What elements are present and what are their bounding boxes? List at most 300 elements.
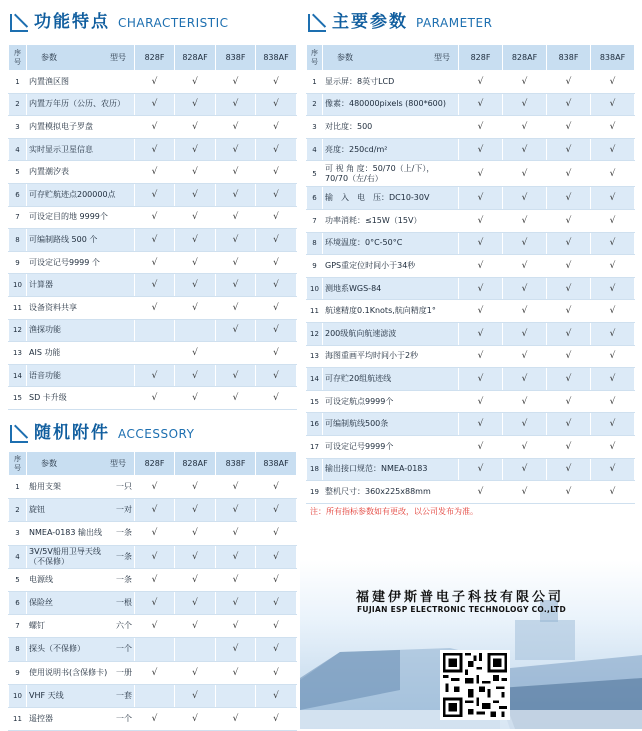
table-row xyxy=(9,615,297,638)
table-row xyxy=(307,255,635,278)
table-row xyxy=(307,187,635,210)
parameter-title-en: PARAMETER xyxy=(416,16,493,30)
parameter-table xyxy=(306,44,635,504)
row-number: 3 xyxy=(9,522,27,545)
row-name: 功率消耗：≤15W（15V） xyxy=(323,209,459,232)
check-mark xyxy=(175,319,216,342)
row-number: 3 xyxy=(307,116,323,139)
table-row xyxy=(9,476,297,499)
check-mark: √ xyxy=(591,390,635,413)
check-mark: √ xyxy=(135,296,175,319)
row-name: 可设定记号9999 个 xyxy=(27,251,135,274)
row-number: 5 xyxy=(307,161,323,187)
check-mark xyxy=(135,342,175,365)
row-name: 语音功能 xyxy=(27,364,135,387)
table-row xyxy=(307,458,635,481)
header-model: 828F xyxy=(459,45,503,71)
row-name: 亮度：250cd/m² xyxy=(323,138,459,161)
check-mark: √ xyxy=(503,138,547,161)
check-mark: √ xyxy=(256,229,297,252)
check-mark: √ xyxy=(547,255,591,278)
accessory-name-cell xyxy=(27,661,135,684)
check-mark: √ xyxy=(547,71,591,94)
row-number: 4 xyxy=(9,138,27,161)
row-number: 14 xyxy=(307,368,323,391)
row-name: 像素：480000pixels (800*600) xyxy=(323,93,459,116)
table-row xyxy=(9,206,297,229)
accessory-name-cell xyxy=(27,591,135,614)
check-mark: √ xyxy=(591,187,635,210)
row-number: 11 xyxy=(9,296,27,319)
check-mark: √ xyxy=(591,71,635,94)
corner-arrow-icon xyxy=(306,12,326,32)
accessory-title-en: ACCESSORY xyxy=(118,427,195,441)
row-name: AIS 功能 xyxy=(27,342,135,365)
check-mark: √ xyxy=(547,368,591,391)
table-row xyxy=(9,661,297,684)
characteristic-table xyxy=(8,44,297,410)
check-mark: √ xyxy=(175,274,216,297)
check-mark: √ xyxy=(216,364,256,387)
accessory-quantity: 一个 xyxy=(116,644,132,654)
check-mark: √ xyxy=(591,368,635,391)
check-mark: √ xyxy=(591,322,635,345)
check-mark xyxy=(216,684,256,707)
row-name: 内置万年历（公历、农历） xyxy=(27,93,135,116)
row-name: 整机尺寸：360x225x88mm xyxy=(323,481,459,504)
check-mark: √ xyxy=(216,116,256,139)
check-mark: √ xyxy=(459,435,503,458)
check-mark: √ xyxy=(503,368,547,391)
table-row xyxy=(307,435,635,458)
row-number: 2 xyxy=(9,499,27,522)
check-mark: √ xyxy=(135,206,175,229)
check-mark: √ xyxy=(175,707,216,730)
table-row xyxy=(9,161,297,184)
check-mark: √ xyxy=(459,93,503,116)
table-row xyxy=(9,229,297,252)
check-mark: √ xyxy=(216,707,256,730)
accessory-quantity: 六个 xyxy=(116,621,132,631)
check-mark: √ xyxy=(175,684,216,707)
table-row xyxy=(307,93,635,116)
check-mark: √ xyxy=(175,342,216,365)
parameter-title xyxy=(306,6,492,32)
check-mark: √ xyxy=(503,390,547,413)
table-row xyxy=(9,591,297,614)
header-model: 838F xyxy=(216,45,256,71)
row-name: 输 入 电 压：DC10-30V xyxy=(323,187,459,210)
row-name: 200级航向航速滤波 xyxy=(323,322,459,345)
check-mark: √ xyxy=(459,71,503,94)
check-mark: √ xyxy=(135,661,175,684)
check-mark: √ xyxy=(216,161,256,184)
check-mark: √ xyxy=(175,93,216,116)
accessory-name: VHF 天线 xyxy=(29,690,64,700)
check-mark: √ xyxy=(175,568,216,591)
check-mark: √ xyxy=(256,707,297,730)
header-model: 838F xyxy=(216,452,256,476)
header-model: 838AF xyxy=(256,452,297,476)
accessory-name: NMEA-0183 输出线 xyxy=(29,528,103,538)
row-number: 1 xyxy=(9,476,27,499)
header-param-model: 参数 型号 xyxy=(323,45,459,71)
check-mark: √ xyxy=(175,251,216,274)
row-number: 1 xyxy=(9,71,27,94)
row-number: 6 xyxy=(9,591,27,614)
check-mark: √ xyxy=(216,138,256,161)
row-name: 设备资料共享 xyxy=(27,296,135,319)
check-mark: √ xyxy=(591,93,635,116)
check-mark: √ xyxy=(547,458,591,481)
row-number: 5 xyxy=(9,568,27,591)
row-name: 可设定目的地 9999个 xyxy=(27,206,135,229)
check-mark xyxy=(135,319,175,342)
row-name: 可存贮20组航迹线 xyxy=(323,368,459,391)
check-mark: √ xyxy=(135,138,175,161)
check-mark: √ xyxy=(216,183,256,206)
row-name: 测地系WGS-84 xyxy=(323,277,459,300)
table-row xyxy=(9,319,297,342)
check-mark: √ xyxy=(591,458,635,481)
check-mark: √ xyxy=(135,387,175,410)
row-name: 环境温度：0°C-50°C xyxy=(323,232,459,255)
accessory-name-cell xyxy=(27,522,135,545)
check-mark: √ xyxy=(547,345,591,368)
row-name: 计算器 xyxy=(27,274,135,297)
parameter-title-cn: 主要参数 xyxy=(332,12,408,32)
check-mark: √ xyxy=(503,209,547,232)
row-name: 内置渔区图 xyxy=(27,71,135,94)
check-mark: √ xyxy=(591,345,635,368)
check-mark: √ xyxy=(256,274,297,297)
check-mark: √ xyxy=(216,522,256,545)
check-mark: √ xyxy=(503,435,547,458)
row-number: 8 xyxy=(9,229,27,252)
row-name: 显示屏：8英寸LCD xyxy=(323,71,459,94)
header-param-model: 参数 型号 xyxy=(27,452,135,476)
accessory-quantity: 一条 xyxy=(116,574,132,584)
row-name: 输出接口规范：NMEA-0183 xyxy=(323,458,459,481)
row-number: 4 xyxy=(9,545,27,568)
check-mark: √ xyxy=(216,615,256,638)
check-mark: √ xyxy=(591,138,635,161)
qr-code xyxy=(440,650,510,720)
row-number: 12 xyxy=(9,319,27,342)
row-number: 16 xyxy=(307,413,323,436)
check-mark: √ xyxy=(547,187,591,210)
check-mark: √ xyxy=(591,277,635,300)
table-row xyxy=(307,481,635,504)
check-mark: √ xyxy=(135,93,175,116)
check-mark: √ xyxy=(175,71,216,94)
check-mark: √ xyxy=(547,209,591,232)
check-mark: √ xyxy=(175,661,216,684)
check-mark: √ xyxy=(256,499,297,522)
row-name: SD 卡升级 xyxy=(27,387,135,410)
row-number: 7 xyxy=(9,206,27,229)
table-row xyxy=(307,368,635,391)
check-mark: √ xyxy=(216,638,256,661)
check-mark: √ xyxy=(216,591,256,614)
check-mark: √ xyxy=(216,229,256,252)
check-mark: √ xyxy=(216,545,256,568)
check-mark: √ xyxy=(503,161,547,187)
header-model: 838F xyxy=(547,45,591,71)
table-row xyxy=(307,345,635,368)
table-row xyxy=(9,522,297,545)
row-number: 4 xyxy=(307,138,323,161)
check-mark: √ xyxy=(175,138,216,161)
accessory-quantity: 一条 xyxy=(116,528,132,538)
row-number: 2 xyxy=(307,93,323,116)
check-mark: √ xyxy=(175,183,216,206)
check-mark: √ xyxy=(175,161,216,184)
table-row xyxy=(9,568,297,591)
check-mark: √ xyxy=(459,322,503,345)
row-number: 2 xyxy=(9,93,27,116)
check-mark: √ xyxy=(459,187,503,210)
accessory-title xyxy=(8,417,194,443)
check-mark: √ xyxy=(135,545,175,568)
row-name: 可编制路线 500 个 xyxy=(27,229,135,252)
row-number: 9 xyxy=(307,255,323,278)
check-mark: √ xyxy=(503,116,547,139)
table-row xyxy=(9,296,297,319)
table-row xyxy=(307,161,635,187)
row-name: 可设定航点9999个 xyxy=(323,390,459,413)
accessory-quantity: 一只 xyxy=(116,482,132,492)
row-number: 15 xyxy=(307,390,323,413)
accessory-name-cell xyxy=(27,684,135,707)
header-model: 828AF xyxy=(175,45,216,71)
check-mark xyxy=(135,684,175,707)
header-model: 838AF xyxy=(591,45,635,71)
company-name-cn: 福建伊斯普电子科技有限公司 xyxy=(356,590,565,605)
accessory-name: 保险丝 xyxy=(29,598,53,608)
check-mark: √ xyxy=(547,116,591,139)
check-mark: √ xyxy=(591,255,635,278)
row-number: 10 xyxy=(9,274,27,297)
row-number: 19 xyxy=(307,481,323,504)
check-mark: √ xyxy=(547,481,591,504)
check-mark: √ xyxy=(135,364,175,387)
check-mark: √ xyxy=(135,615,175,638)
header-model: 828AF xyxy=(503,45,547,71)
header-param-model: 参数 型号 xyxy=(27,45,135,71)
check-mark: √ xyxy=(591,481,635,504)
check-mark: √ xyxy=(503,345,547,368)
row-name: 航速精度0.1Knots,航向精度1° xyxy=(323,300,459,323)
row-number: 7 xyxy=(9,615,27,638)
check-mark: √ xyxy=(547,322,591,345)
check-mark: √ xyxy=(216,274,256,297)
check-mark: √ xyxy=(256,161,297,184)
check-mark: √ xyxy=(175,591,216,614)
accessory-name-cell xyxy=(27,707,135,730)
check-mark: √ xyxy=(135,707,175,730)
check-mark: √ xyxy=(175,387,216,410)
check-mark: √ xyxy=(216,251,256,274)
row-number: 9 xyxy=(9,251,27,274)
check-mark: √ xyxy=(459,345,503,368)
check-mark: √ xyxy=(256,591,297,614)
check-mark: √ xyxy=(503,277,547,300)
accessory-name: 遥控器 xyxy=(29,713,53,723)
check-mark: √ xyxy=(256,615,297,638)
check-mark: √ xyxy=(135,116,175,139)
check-mark: √ xyxy=(459,458,503,481)
row-number: 10 xyxy=(307,277,323,300)
row-number: 12 xyxy=(307,322,323,345)
accessory-quantity: 一个 xyxy=(116,713,132,723)
accessory-name-cell xyxy=(27,638,135,661)
header-no: 序号 xyxy=(9,45,27,71)
check-mark: √ xyxy=(135,229,175,252)
table-row xyxy=(9,707,297,730)
check-mark: √ xyxy=(216,387,256,410)
table-row xyxy=(9,251,297,274)
check-mark: √ xyxy=(256,71,297,94)
table-row xyxy=(307,300,635,323)
row-number: 5 xyxy=(9,161,27,184)
check-mark: √ xyxy=(216,93,256,116)
check-mark: √ xyxy=(503,71,547,94)
check-mark: √ xyxy=(503,322,547,345)
check-mark: √ xyxy=(459,161,503,187)
table-row xyxy=(9,342,297,365)
table-row xyxy=(307,322,635,345)
check-mark: √ xyxy=(256,661,297,684)
row-number: 3 xyxy=(9,116,27,139)
accessory-name-cell xyxy=(27,476,135,499)
table-row xyxy=(307,71,635,94)
accessory-quantity: 一根 xyxy=(116,598,132,608)
table-row xyxy=(307,232,635,255)
check-mark: √ xyxy=(135,522,175,545)
check-mark: √ xyxy=(547,300,591,323)
header-model: 828F xyxy=(135,452,175,476)
header-model: 828AF xyxy=(175,452,216,476)
accessory-name: 3V/5V船用卫导天线（不保修） xyxy=(29,546,101,566)
accessory-table xyxy=(8,451,297,731)
check-mark: √ xyxy=(256,476,297,499)
check-mark: √ xyxy=(459,390,503,413)
header-model: 828F xyxy=(135,45,175,71)
check-mark: √ xyxy=(175,206,216,229)
check-mark: √ xyxy=(216,568,256,591)
check-mark: √ xyxy=(503,255,547,278)
check-mark: √ xyxy=(175,522,216,545)
row-number: 1 xyxy=(307,71,323,94)
check-mark: √ xyxy=(459,116,503,139)
check-mark: √ xyxy=(175,545,216,568)
check-mark: √ xyxy=(547,93,591,116)
table-row xyxy=(9,138,297,161)
check-mark: √ xyxy=(256,138,297,161)
table-row xyxy=(9,71,297,94)
parameter-note: 注：所有指标参数如有更改，以公司发布为准。 xyxy=(310,507,478,516)
row-name: 可 视 角 度：50/70（上/下），70/70（左/右） xyxy=(323,161,459,187)
check-mark: √ xyxy=(503,93,547,116)
check-mark: √ xyxy=(591,209,635,232)
check-mark: √ xyxy=(256,387,297,410)
check-mark: √ xyxy=(591,232,635,255)
row-name: 海图重画平均时间小于2秒 xyxy=(323,345,459,368)
table-row xyxy=(307,209,635,232)
row-name: 可编制航线500条 xyxy=(323,413,459,436)
check-mark: √ xyxy=(591,435,635,458)
table-row xyxy=(307,116,635,139)
row-number: 11 xyxy=(9,707,27,730)
check-mark: √ xyxy=(547,390,591,413)
check-mark: √ xyxy=(216,319,256,342)
row-number: 7 xyxy=(307,209,323,232)
check-mark: √ xyxy=(256,116,297,139)
check-mark xyxy=(216,342,256,365)
table-row xyxy=(9,684,297,707)
check-mark: √ xyxy=(503,300,547,323)
row-number: 10 xyxy=(9,684,27,707)
check-mark: √ xyxy=(135,161,175,184)
accessory-name-cell xyxy=(27,568,135,591)
accessory-title-cn: 随机附件 xyxy=(34,423,110,443)
corner-arrow-icon xyxy=(8,12,28,32)
check-mark: √ xyxy=(216,499,256,522)
accessory-name: 船用支架 xyxy=(29,482,61,492)
check-mark: √ xyxy=(547,161,591,187)
table-row xyxy=(9,274,297,297)
check-mark: √ xyxy=(175,229,216,252)
check-mark: √ xyxy=(135,568,175,591)
table-row xyxy=(9,364,297,387)
check-mark: √ xyxy=(459,209,503,232)
row-name: 内置模拟电子罗盘 xyxy=(27,116,135,139)
check-mark: √ xyxy=(503,187,547,210)
table-row xyxy=(307,138,635,161)
check-mark: √ xyxy=(256,319,297,342)
accessory-quantity: 一对 xyxy=(116,505,132,515)
check-mark: √ xyxy=(256,296,297,319)
check-mark: √ xyxy=(459,300,503,323)
table-row xyxy=(9,499,297,522)
check-mark: √ xyxy=(547,232,591,255)
check-mark: √ xyxy=(503,458,547,481)
check-mark: √ xyxy=(256,568,297,591)
check-mark: √ xyxy=(175,296,216,319)
check-mark: √ xyxy=(216,71,256,94)
check-mark: √ xyxy=(256,206,297,229)
check-mark: √ xyxy=(175,116,216,139)
table-row xyxy=(9,183,297,206)
row-number: 8 xyxy=(307,232,323,255)
row-number: 6 xyxy=(9,183,27,206)
row-name: 渔探功能 xyxy=(27,319,135,342)
check-mark: √ xyxy=(503,481,547,504)
check-mark: √ xyxy=(135,499,175,522)
table-row xyxy=(9,638,297,661)
check-mark: √ xyxy=(547,138,591,161)
row-name: GPS重定位时间小于34秒 xyxy=(323,255,459,278)
check-mark: √ xyxy=(591,300,635,323)
check-mark: √ xyxy=(503,413,547,436)
check-mark: √ xyxy=(256,364,297,387)
row-number: 6 xyxy=(307,187,323,210)
row-name: 内置潮汐表 xyxy=(27,161,135,184)
corner-arrow-icon xyxy=(8,423,28,443)
accessory-name: 螺钉 xyxy=(29,621,45,631)
check-mark: √ xyxy=(256,93,297,116)
